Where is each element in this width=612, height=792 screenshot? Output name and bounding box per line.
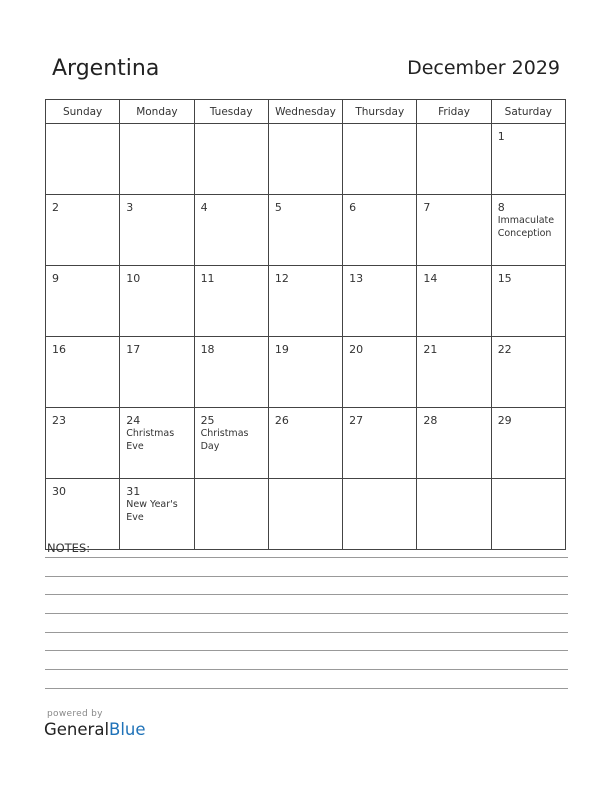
weekday-monday: Monday [120, 100, 194, 124]
day-number: 30 [52, 485, 66, 498]
day-cell [120, 124, 194, 195]
holiday-label: New Year's Eve [126, 499, 178, 523]
day-cell [491, 337, 565, 408]
day-number: 19 [274, 343, 289, 356]
day-cell [343, 408, 417, 479]
note-line [45, 594, 568, 595]
day-number: 27 [349, 414, 364, 427]
weekday-sunday: Sunday [46, 100, 120, 124]
day-number: 24 [126, 414, 141, 427]
weekday-friday: Friday [417, 100, 491, 124]
day-cell [268, 479, 342, 550]
week-row [46, 337, 566, 408]
day-number: 3 [126, 201, 134, 214]
day-cell [46, 195, 120, 266]
holiday-label: Immaculate Conception [497, 215, 555, 239]
day-number: 13 [349, 272, 364, 285]
day-cell [46, 479, 120, 550]
week-row [46, 266, 566, 337]
day-cell [194, 337, 268, 408]
day-cell [491, 124, 565, 195]
day-cell [194, 266, 268, 337]
month-year-title: December 2029 [407, 57, 560, 79]
calendar-grid [45, 99, 566, 550]
day-cell [46, 337, 120, 408]
day-cell [268, 337, 342, 408]
day-cell [343, 337, 417, 408]
holiday-label: Christmas Day [200, 428, 249, 452]
day-cell [120, 408, 194, 479]
day-cell [417, 124, 491, 195]
day-cell [491, 266, 565, 337]
day-number: 5 [274, 201, 282, 214]
day-number: 15 [497, 272, 512, 285]
notes-label: NOTES: [47, 541, 91, 555]
day-cell [120, 195, 194, 266]
country-title: Argentina [52, 56, 160, 81]
day-number: 4 [200, 201, 208, 214]
day-cell [343, 479, 417, 550]
day-cell [491, 479, 565, 550]
day-number: 6 [349, 201, 357, 214]
day-cell [417, 479, 491, 550]
day-number: 11 [200, 272, 215, 285]
day-number: 7 [423, 201, 431, 214]
weekday-saturday: Saturday [491, 100, 565, 124]
powered-by-text: powered by [47, 709, 103, 719]
week-row [46, 124, 566, 195]
day-number: 12 [274, 272, 289, 285]
note-line [45, 632, 568, 633]
note-line [45, 613, 568, 614]
day-number: 10 [126, 272, 141, 285]
day-number: 1 [497, 130, 505, 143]
day-number: 28 [423, 414, 438, 427]
weekday-header-row [46, 100, 566, 124]
calendar-body [46, 124, 566, 550]
weekday-tuesday: Tuesday [194, 100, 268, 124]
day-number: 16 [52, 343, 66, 356]
day-cell [120, 479, 194, 550]
day-cell [491, 408, 565, 479]
day-number: 31 [126, 485, 141, 498]
day-number: 22 [497, 343, 512, 356]
weekday-thursday: Thursday [343, 100, 417, 124]
day-cell [417, 337, 491, 408]
day-cell [343, 266, 417, 337]
day-number: 29 [497, 414, 512, 427]
day-number: 26 [274, 414, 289, 427]
day-cell [268, 124, 342, 195]
day-cell [343, 195, 417, 266]
note-line [45, 557, 568, 558]
day-cell [268, 266, 342, 337]
day-cell [417, 195, 491, 266]
brand-logo[interactable] [44, 720, 146, 739]
day-cell [194, 479, 268, 550]
day-cell [343, 124, 417, 195]
brand-general: General [44, 720, 110, 739]
holiday-label: Christmas Eve [126, 428, 175, 452]
week-row [46, 408, 566, 479]
day-cell [46, 124, 120, 195]
week-row [46, 195, 566, 266]
day-cell [120, 337, 194, 408]
day-number: 25 [200, 414, 215, 427]
note-line [45, 576, 568, 577]
day-cell [491, 195, 565, 266]
day-cell [417, 408, 491, 479]
day-number: 14 [423, 272, 438, 285]
day-cell [194, 124, 268, 195]
day-cell [194, 195, 268, 266]
day-number: 8 [497, 201, 505, 214]
note-line [45, 688, 568, 689]
day-cell [194, 408, 268, 479]
day-cell [268, 408, 342, 479]
day-number: 21 [423, 343, 438, 356]
day-number: 2 [52, 201, 59, 214]
day-number: 18 [200, 343, 215, 356]
brand-blue: Blue [109, 720, 146, 739]
weekday-wednesday: Wednesday [268, 100, 342, 124]
week-row [46, 479, 566, 550]
day-number: 20 [349, 343, 364, 356]
day-cell [46, 408, 120, 479]
day-cell [268, 195, 342, 266]
day-number: 23 [52, 414, 66, 427]
note-line [45, 650, 568, 651]
day-cell [417, 266, 491, 337]
note-line [45, 669, 568, 670]
day-number: 17 [126, 343, 141, 356]
day-cell [46, 266, 120, 337]
day-cell [120, 266, 194, 337]
day-number: 9 [52, 272, 59, 285]
